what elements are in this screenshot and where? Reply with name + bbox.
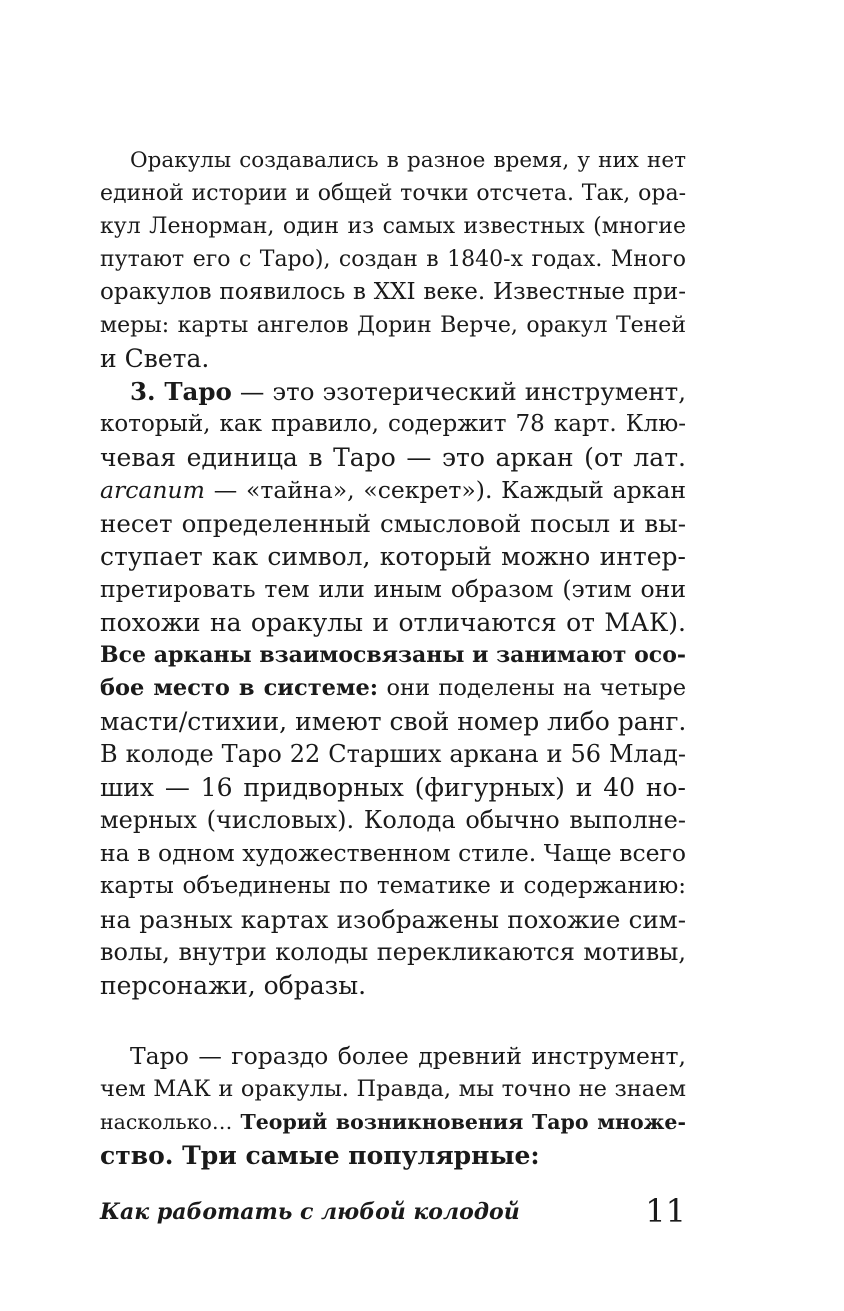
paragraph-2-line-6: ступает как символ, который можно интер- [100,542,686,571]
paragraph-1-line-4: путают его с Таро), создан в 1840-х годах. Много [100,247,686,272]
paragraph-2-line-15: на в одном художественном стиле. Чаще всего [100,839,686,867]
paragraph-2-line-14: мерных (числовых). Колода обычно выполне- [100,806,686,834]
paragraph-1-line-1: Оракулы создавались в разное время, у них нет [130,148,686,173]
paragraph-1-line-3: кул Ленорман, один из самых известных (многие [100,214,686,239]
paragraph-1-line-6: меры: карты ангелов Дорин Верче, оракул Теней [100,313,686,338]
paragraph-2-line-3: чевая единица в Таро — это аркан (от лат. [100,443,686,472]
paragraph-2-line-18: волы, внутри колоды перекликаются мотивы, [100,938,686,966]
running-footer-book-title: Как работать с любой колодой [100,1199,520,1225]
latin-term: arcanum [100,476,205,504]
paragraph-2-line-1: 3. Таро — это эзотерический инструмент, [130,377,686,406]
paragraph-3-line-3: насколько… Теорий возникновения Таро множе- [100,1110,686,1134]
paragraph-1-line-2: единой истории и общей точки отсчета. Так, ора- [100,181,686,206]
paragraph-2-line-13: ших — 16 придворных (фигурных) и 40 но- [100,773,686,802]
paragraph-2-line-7: претировать тем или иным образом (этим они [100,575,686,603]
paragraph-3-line-1: Таро — гораздо более древний инструмент, [130,1042,686,1070]
paragraph-2-line-19: персонажи, образы. [100,971,367,1000]
paragraph-2-line-2: который, как правило, содержит 78 карт. Клю- [100,411,686,437]
paragraph-2-line-10: бое место в системе: они поделены на четыре [100,675,686,701]
page-number: 11 [645,1192,686,1230]
paragraph-2-line-5: несет определенный смысловой посыл и вы- [100,509,686,538]
paragraph-2-line-17: на разных картах изображены похожие сим- [100,905,686,934]
paragraph-2-line-4: arcanum — «тайна», «секрет»). Каждый аркан [100,476,686,504]
paragraph-2-line-12: В колоде Таро 22 Старших аркана и 56 Млад- [100,740,686,768]
paragraph-1-line-7: и Света. [100,344,210,373]
paragraph-1-line-5: оракулов появилось в XXI веке. Известные при- [100,279,686,305]
paragraph-2-line-16: карты объединены по тематике и содержанию: [100,873,686,899]
paragraph-2-line-11: масти/стихии, имеют свой номер либо ранг. [100,707,686,736]
paragraph-3-line-2: чем МАК и оракулы. Правда, мы точно не знаем [100,1076,686,1102]
paragraph-3-line-4: ство. Три самые популярные: [100,1141,540,1170]
paragraph-2-line-8: похожи на оракулы и отличаются от МАК). [100,608,686,637]
paragraph-2-line-9: Все арканы взаимосвязаны и занимают осо- [100,642,686,668]
tarot-heading: 3. Таро [130,377,232,406]
